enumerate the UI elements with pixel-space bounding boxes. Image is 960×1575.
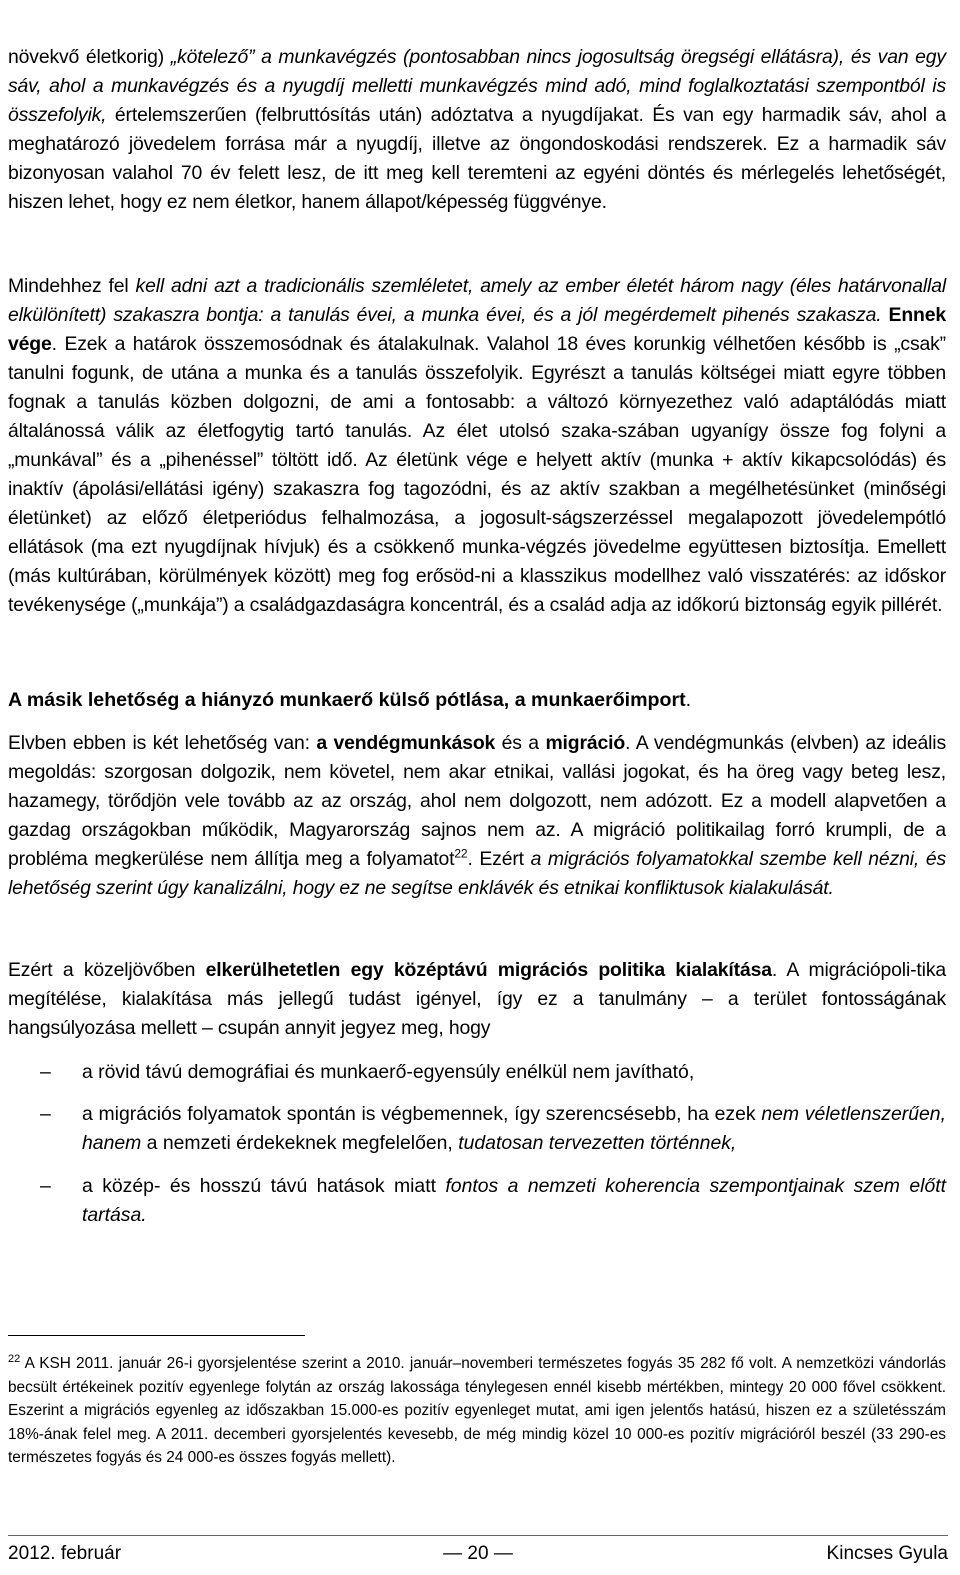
footer-date: 2012. február	[8, 1543, 122, 1564]
dash-bullet-icon: –	[40, 1103, 51, 1125]
footnote-separator	[8, 1335, 305, 1336]
page-number: — 20 —	[443, 1543, 513, 1564]
bold-end-of-it: Ennek vége	[8, 304, 946, 355]
bold-migration-policy: elkerülhetetlen egy középtávú migrációs politika kialakítása	[205, 959, 772, 981]
bold-migration: migráció	[545, 732, 626, 754]
footnote-22: $^{22}$ A KSH 2011. január 26-i gyorsjelentése szerint a 2010. január–novemberi természetes fogyás 35 282 fő volt. A nemzetközi vándorlás becsült értékeinek pozitív egyenlege folytán az ország lakossága ténylegesen ennél kisebb mértékben, mintegy 20 000 fővel csökkent. Eszerint a migrációs egyenleg az időszakban 15.000-es pozitív egyenleget mutat, ami igen jelentős hatású, hiszen ez a születésszám 18%-ának felel meg. A 2011. decemberi gyorsjelentés kevesebb, de még mindig közel 10 000-es pozitív migrációról beszél (33 290-es természetes fogyás és 24 000-es összes fogyás mellett).	[8, 1352, 946, 1467]
bold-guest-workers: a vendégmunkások	[316, 732, 496, 754]
footnote-number: 22	[8, 1352, 21, 1365]
paragraph-traditional-view: Mindehhez fel kell adni azt a tradicionális szemléletet, amely az ember életét három nagy (éles határvonallal elkülönített) szakaszra bontja: a tanulás évei, a munka évei, és a jól megérdemelt pihenés szakasza. Ennek vége. Ezek a határok összemosódnak és átalakulnak. Valahol 18 éves korunkig vélhetően később is „csak” tanulni fogunk, de utána a munka és a tanulás összefolyik. Egyrészt a tanulás költségei miatt egyre többen fognak a tanulás közben dolgozni, de ami a fontosabb: a változó környezethez való adaptálódás miatt általánossá válik az életfogytig tartó tanulás. Az élet utolsó szaka-szában ugyanígy össze fog folyni a „munkával” és a „pihenéssel” töltött idő. Az életünk vége e helyett aktív (munka + aktív kikapcsolódás) és inaktív (ápolási/ellátási igény) szakaszra fog tagozódni, és az aktív szakban a megélhetésünket (minőségi életünket) az előző életperiódus felhalmozása, a jogosult-ságszerzéssel megalapozott jövedelempótló ellátások (ma ezt nyugdíjnak hívjuk) és a csökkenő munka-végzés jövedelme együttesen biztosítja. Emellett (más kultúrában, körülmények között) meg fog erősöd-ni a klasszikus modellhez való visszatérés: az időskor tevékenysége („munkája”) a családgazdaságra koncentrál, és a család adja az időkorú biztonság egyik pillérét.	[8, 275, 946, 616]
dash-bullet-icon: –	[40, 1175, 51, 1197]
paragraph-migration-policy: Ezért a közeljövőben elkerülhetetlen egy középtávú migrációs politika kialakítása. A migrációpoli-tika megítélése, kialakítása más jellegű tudást igényel, így ez a tanulmány – a terület fontosságának hangsúlyozása mellett – csupán annyit jegyez meg, hogy	[8, 959, 946, 1039]
paragraph-life-stages-bands: növekvő életkorig) „kötelező” a munkavégzés (pontosabban nincs jogosultság öregségi ellátásra), és van egy sáv, ahol a munkavégzés és a nyugdíj melletti munkavégzés mind adó, mind foglalkoztatási szempontból is összefolyik, értelemszerűen (felbruttósítás után) adóztatva a nyugdíjakat. És van egy harmadik sáv, ahol a meghatározó jövedelem forrása már a nyugdíj, illetve az öngondoskodási rendszerek. Ez a harmadik sáv bizonyosan valahol 70 év felett lesz, de itt meg kell teremteni az egyéni döntés és mérlegelés lehetőségét, hiszen lehet, hogy ez nem életkor, hanem állapot/képesség függvénye.	[8, 46, 946, 213]
quoted-mandatory: „kötelező”	[170, 46, 255, 68]
italic-traditional-view: kell adni azt a tradicionális szemléletet, amely az ember életét három nagy (éles határvonallal elkülönített) szakaszra bontja: a tanulás évei, a munka évei, és a jól megérdemelt pihenés szakasza.	[8, 275, 946, 326]
footer-author: Kincses Gyula	[826, 1543, 948, 1564]
dash-bullet-icon: –	[40, 1061, 51, 1083]
section-heading-labor-import: A másik lehetőség a hiányzó munkaerő külső pótlása, a munkaerőimport.	[8, 689, 692, 711]
footnote-reference-22[interactable]: 22	[454, 846, 468, 861]
paragraph-guest-workers-migration: Elvben ebben is két lehetőség van: a vendégmunkások és a migráció. A vendégmunkás (elvben) az ideális megoldás: szorgosan dolgozik, nem követel, nem akar etnikai, vallási jogokat, és ha öreg vagy beteg lesz, hazamegy, törődjön vele tovább az az ország, ahol nem dolgozott, nem adózott. Ez a modell alapvetően a gazdag országokban működik, Magyarország sajnos nem az. A migráció politikailag forró krumpli, de a probléma megkerülése nem állítja meg a folyamatot$^{22}$. Ezért a migrációs folyamatokkal szembe kell nézni, és lehetőség szerint úgy kanalizálni, hogy ez ne segítse enklávék és etnikai konfliktusok kialakulását.	[8, 732, 947, 899]
footer-separator	[8, 1535, 948, 1536]
italic-migration-conclusion: a migrációs folyamatokkal szembe kell nézni, és lehetőség szerint úgy kanalizálni, hogy ez ne segítse enklávék és etnikai konfliktusok kialakulását.	[8, 848, 946, 899]
